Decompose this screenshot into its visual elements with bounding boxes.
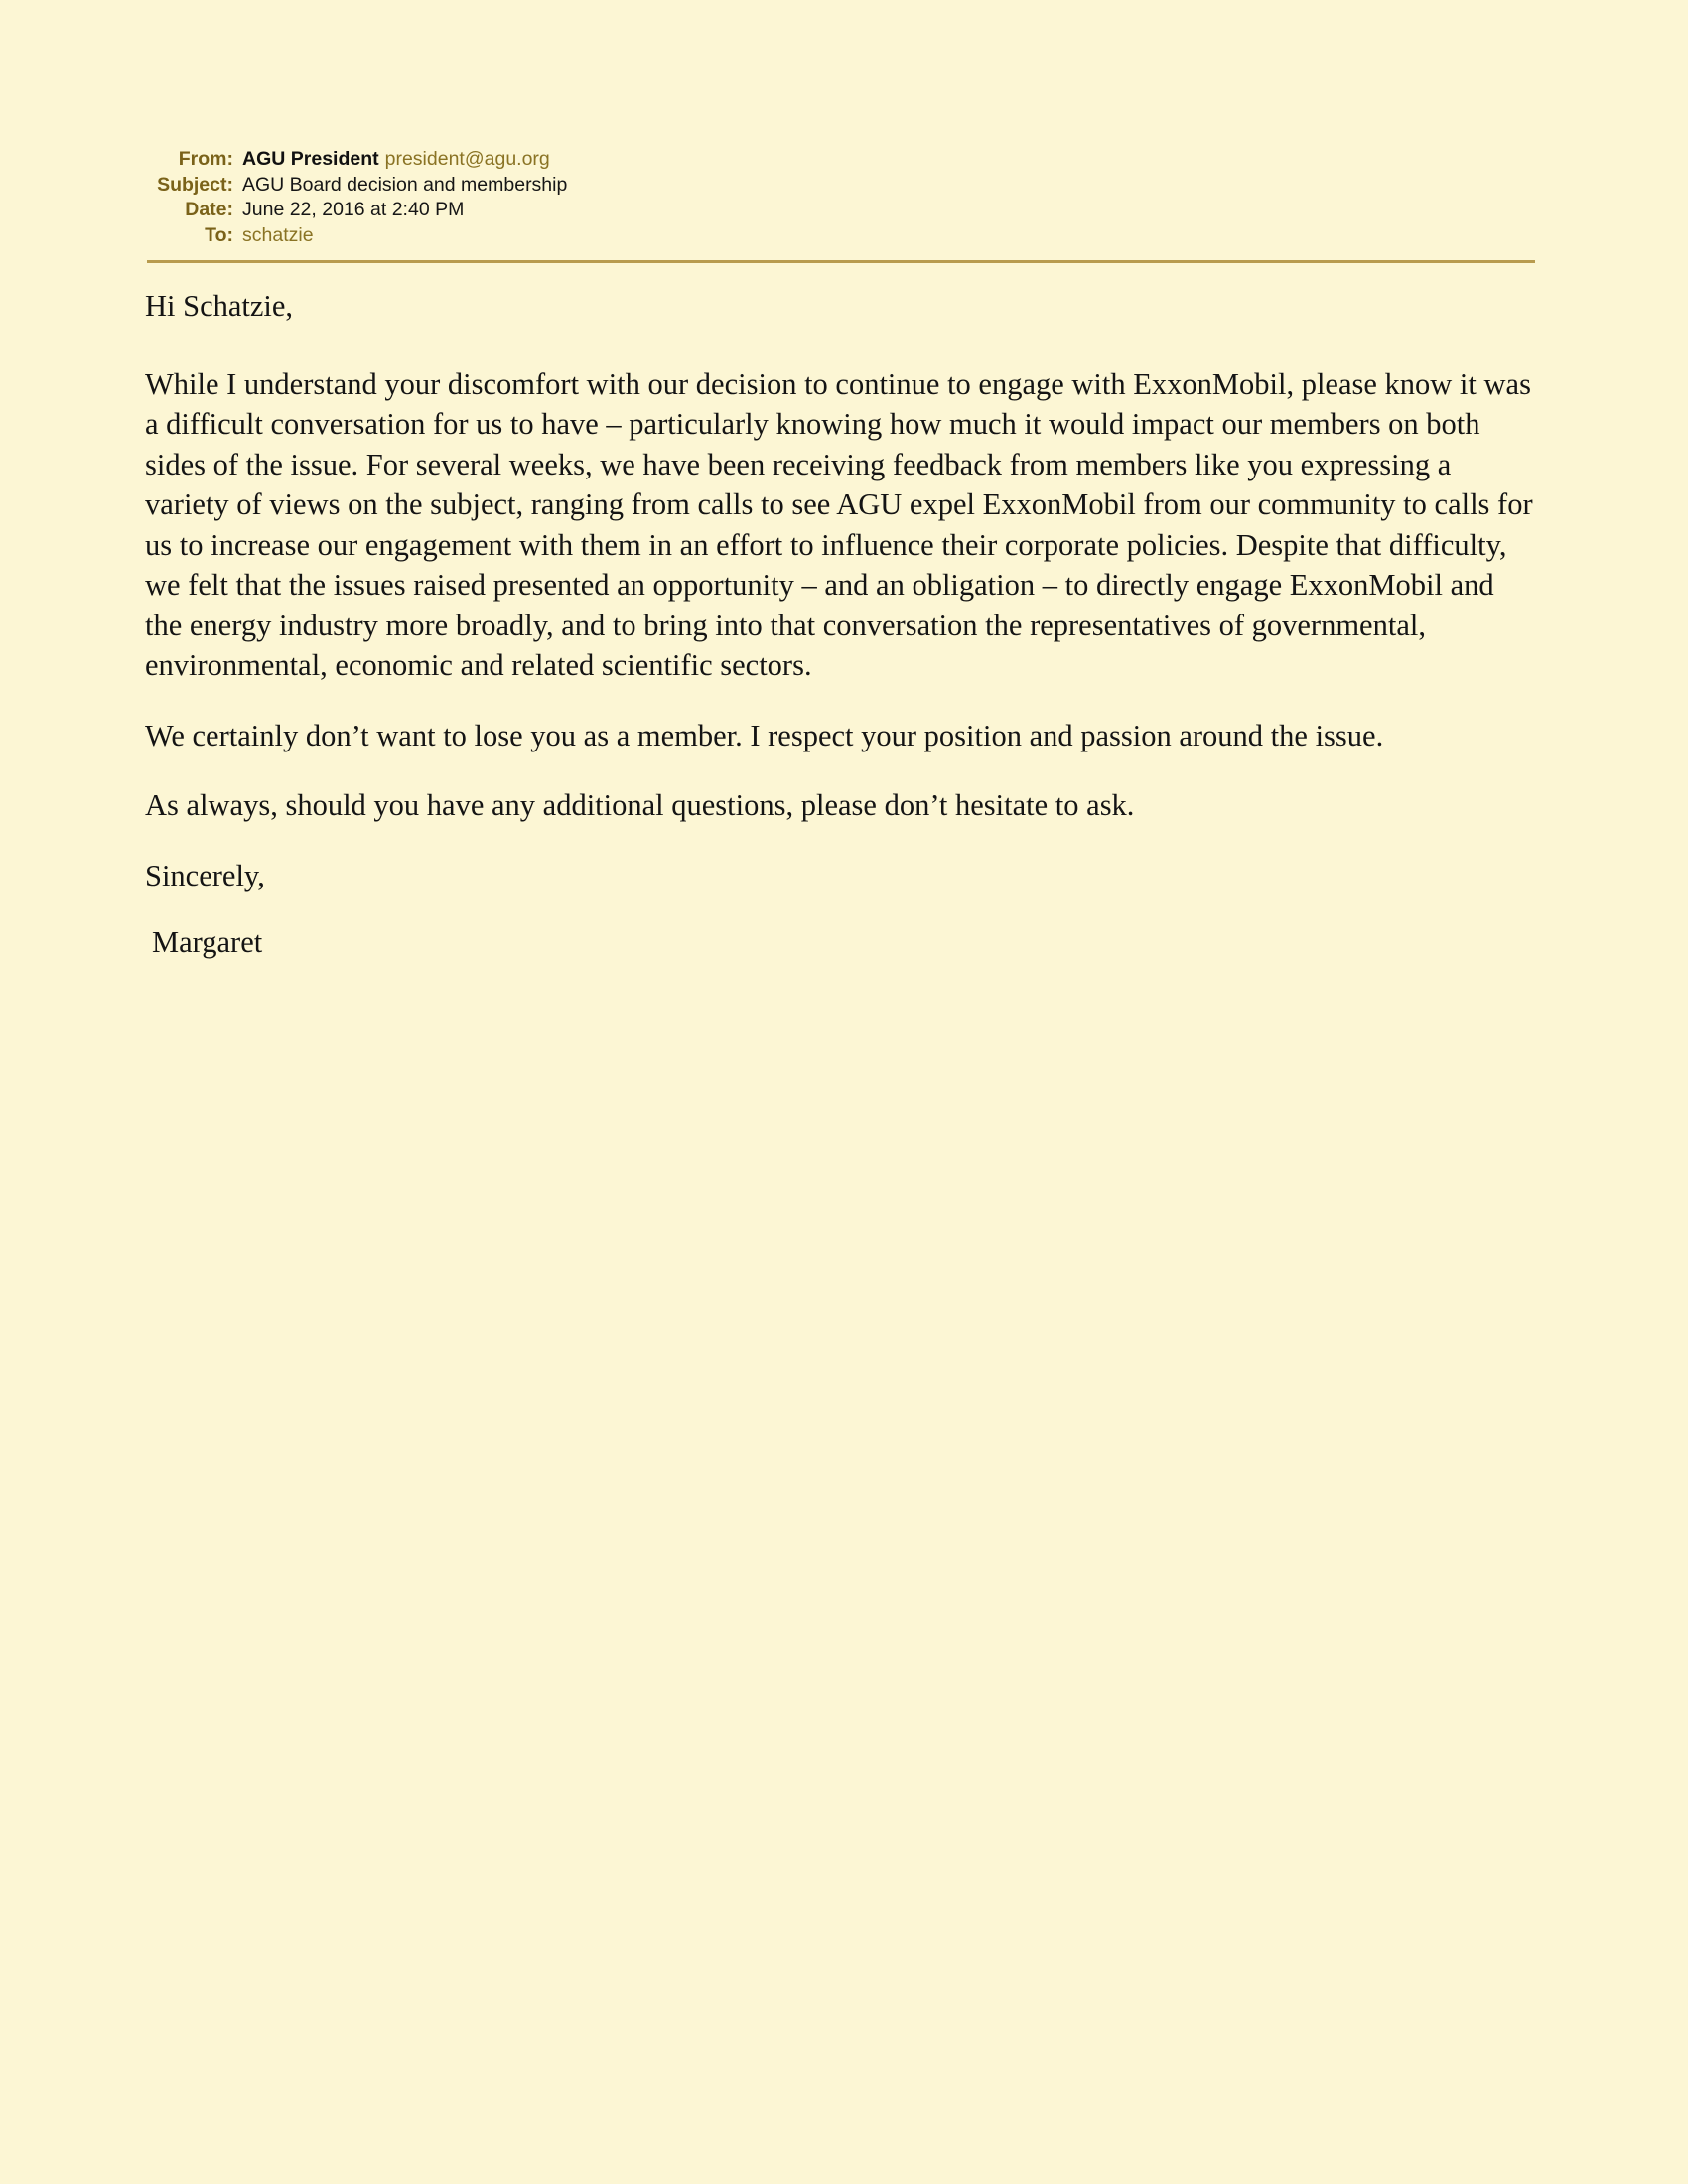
date-label: Date: <box>185 199 233 220</box>
letter-signoff: Sincerely, <box>145 858 265 892</box>
header-row-subject <box>147 173 1537 199</box>
from-value <box>242 147 550 173</box>
from-sender-name: AGU President <box>242 148 379 170</box>
letter-greeting: Hi Schatzie, <box>145 289 294 323</box>
subject-value: AGU Board decision and membership <box>242 173 568 196</box>
date-value: June 22, 2016 at 2:40 PM <box>242 199 465 220</box>
letter-signature: Margaret <box>152 925 263 959</box>
letter-paragraph-3: As always, should you have any additional questions, please don’t hesitate to ask. <box>145 788 1135 822</box>
letter-paragraph-2: We certainly don’t want to lose you as a member. I respect your position and passion around the issue. <box>145 718 1384 752</box>
email-header-block <box>147 147 1537 248</box>
letter-paragraph-1: While I understand your discomfort with our decision to continue to engage with ExxonMobil, please know it was a difficult conversation for us to have – particularly knowing how much it would impact our members on both sides of the issue. For several weeks, we have been receiving feedback from members like you expressing a variety of views on the subject, ranging from calls to see AGU expel ExxonMobil from our community to calls for us to increase our engagement with them in an effort to influence their corporate policies. Despite that difficulty, we felt that the issues raised presented an opportunity – and an obligation – to directly engage ExxonMobil and the energy industry more broadly, and to bring into that conversation the representatives of governmental, environmental, economic and related scientific sectors. <box>145 366 1533 682</box>
header-row-to <box>147 223 1537 249</box>
letter-body <box>145 286 1535 963</box>
to-value: schatzie <box>242 223 314 246</box>
subject-label: Subject: <box>157 173 233 196</box>
header-row-date <box>147 198 1537 223</box>
from-sender-email: president@agu.org <box>384 148 550 170</box>
header-row-from <box>147 147 1537 173</box>
from-label: From: <box>178 148 233 170</box>
header-divider-rule <box>147 260 1535 263</box>
to-label: To: <box>205 223 233 246</box>
